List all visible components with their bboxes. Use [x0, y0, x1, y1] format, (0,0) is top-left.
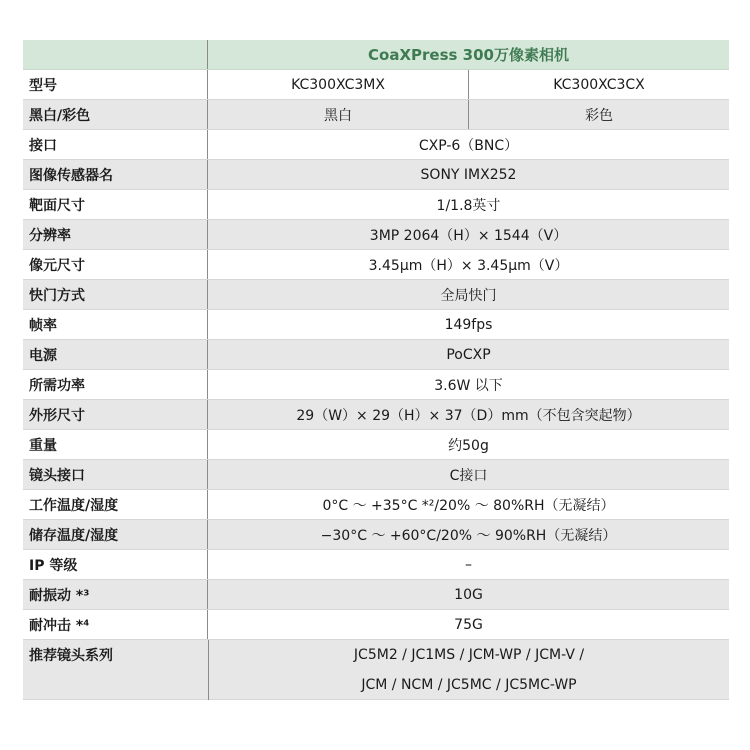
row-value: −30°C ～ +60°C/20% ～ 90%RH（无凝结） — [320, 527, 617, 544]
model-color: KC300XC3CX — [553, 76, 645, 93]
row-value: 3.45μm（H）× 3.45μm（V） — [368, 257, 569, 274]
table-row — [23, 460, 729, 490]
row-label: 图像传感器名 — [23, 160, 208, 189]
row-value: – — [465, 556, 472, 573]
row-value: 1/1.8英寸 — [436, 197, 501, 214]
table-row — [23, 550, 729, 580]
header-empty-cell — [23, 40, 208, 69]
row-label: 黑白/彩色 — [23, 100, 208, 129]
row-label: 耐冲击 *⁴ — [23, 610, 208, 639]
table-row — [23, 640, 729, 700]
row-label: 靶面尺寸 — [23, 190, 208, 219]
row-label: 所需功率 — [23, 370, 208, 399]
table-row — [23, 310, 729, 340]
color-value: 彩色 — [585, 107, 613, 124]
row-label: 推荐镜头系列 — [29, 648, 113, 664]
row-value: 全局快门 — [440, 287, 497, 304]
table-title: CoaXPress 300万像素相机 — [368, 46, 569, 64]
table-row — [23, 580, 729, 610]
table-row — [23, 130, 729, 160]
row-value: C接口 — [449, 467, 488, 484]
row-label: 像元尺寸 — [23, 250, 208, 279]
table-row — [23, 340, 729, 370]
row-label: 帧率 — [23, 310, 208, 339]
row-label: 储存温度/湿度 — [23, 520, 208, 549]
row-label: IP 等级 — [23, 550, 208, 579]
table-row — [23, 490, 729, 520]
row-label: 耐振动 *³ — [23, 580, 208, 609]
row-label: 快门方式 — [23, 280, 208, 309]
table-row — [23, 220, 729, 250]
row-value: 10G — [454, 586, 483, 603]
row-value: 0°C ～ +35°C *²/20% ～ 80%RH（无凝结） — [322, 497, 615, 514]
row-value: 29（W）× 29（H）× 37（D）mm（不包含突起物） — [296, 407, 641, 424]
row-value: CXP-6（BNC） — [418, 137, 519, 154]
table-row — [23, 610, 729, 640]
row-label: 重量 — [23, 430, 208, 459]
table-row — [23, 280, 729, 310]
row-label: 镜头接口 — [23, 460, 208, 489]
table-row — [23, 100, 729, 130]
table-row — [23, 250, 729, 280]
row-value: SONY IMX252 — [420, 166, 517, 183]
row-label: 工作温度/湿度 — [23, 490, 208, 519]
table-row — [23, 400, 729, 430]
mono-value: 黑白 — [208, 100, 469, 129]
row-value: 约50g — [448, 437, 489, 454]
row-label: 外形尺寸 — [23, 400, 208, 429]
table-row — [23, 520, 729, 550]
table-row — [23, 370, 729, 400]
row-label: 接口 — [23, 130, 208, 159]
model-mono: KC300XC3MX — [208, 70, 469, 99]
lens-series-line-2: JCM / NCM / JC5MC / JC5MC-WP — [361, 677, 577, 693]
row-label: 型号 — [23, 70, 208, 99]
table-row — [23, 160, 729, 190]
row-label: 电源 — [23, 340, 208, 369]
row-value: 3.6W 以下 — [434, 377, 503, 394]
lens-series-value — [208, 640, 729, 700]
row-label: 分辨率 — [23, 220, 208, 249]
spec-table — [23, 40, 729, 700]
lens-series-line-1: JC5M2 / JC1MS / JCM-WP / JCM-V / — [353, 647, 585, 663]
table-row — [23, 190, 729, 220]
table-row — [23, 430, 729, 460]
table-row — [23, 70, 729, 100]
table-header-row — [23, 40, 729, 70]
row-value: 149fps — [444, 316, 493, 333]
row-value: 75G — [454, 616, 483, 633]
row-value: PoCXP — [446, 346, 491, 363]
row-value: 3MP 2064（H）× 1544（V） — [369, 227, 568, 244]
